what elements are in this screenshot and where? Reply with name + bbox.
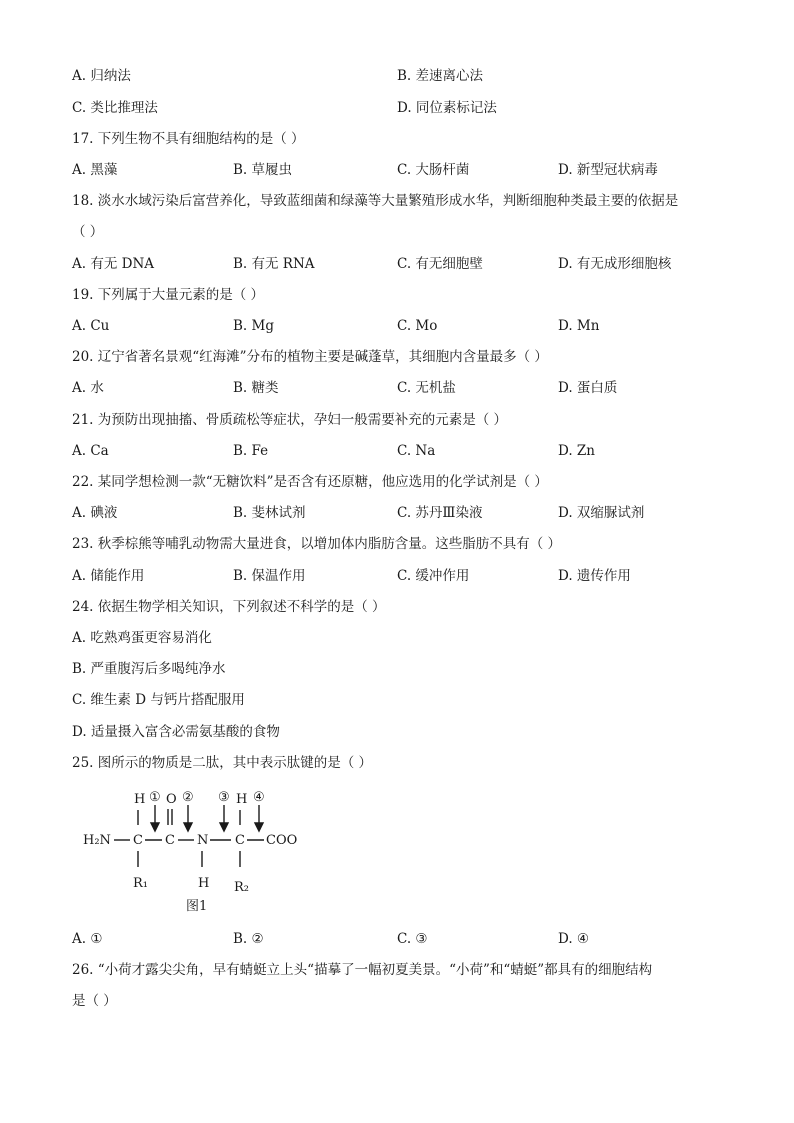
q20-option-c: C. 无机盐	[397, 380, 456, 396]
marker-2: ②	[182, 790, 194, 805]
arrow-1-head	[151, 823, 159, 831]
q17-option-c: C. 大肠杆菌	[397, 162, 470, 178]
q22-stem: 22. 某同学想检测一款“无糖饮料”是否含有还原糖，他应选用的化学试剂是（ ）	[72, 474, 548, 490]
q23-option-a: A. 储能作用	[72, 568, 145, 584]
q23-stem: 23. 秋季棕熊等哺乳动物需大量进食，以增加体内脂肪含量。这些脂肪不具有（ ）	[72, 536, 562, 552]
q18-option-c: C. 有无细胞壁	[397, 256, 483, 272]
q16-option-d: D. 同位素标记法	[397, 100, 497, 116]
q20-stem: 20. 辽宁省著名景观“红海滩”分布的植物主要是碱蓬草，其细胞内含量最多（ ）	[72, 349, 548, 365]
marker-1: ①	[149, 790, 161, 805]
r1-group: R₁	[133, 876, 148, 891]
q19-option-a: A. Cu	[72, 318, 110, 334]
carboxyl-group: COO	[266, 833, 298, 848]
q21-option-c: C. Na	[397, 443, 436, 459]
q17-option-b: B. 草履虫	[233, 162, 293, 178]
q24-stem: 24. 依据生物学相关知识，下列叙述不科学的是（ ）	[72, 599, 386, 615]
q23-option-c: C. 缓冲作用	[397, 568, 470, 584]
q18-option-d: D. 有无成形细胞核	[558, 256, 672, 272]
q21-stem: 21. 为预防出现抽搐、骨质疏松等症状，孕妇一般需要补充的元素是（ ）	[72, 412, 508, 428]
alpha-carbon-left: C	[133, 833, 143, 848]
q19-option-d: D. Mn	[558, 318, 600, 334]
q24-option-c: C. 维生素 D 与钙片搭配服用	[72, 692, 245, 708]
q25-option-b: B. ②	[233, 931, 264, 947]
hydrogen-top-right: H	[236, 792, 248, 807]
carbonyl-carbon: C	[165, 833, 175, 848]
hydrogen-top-left: H	[134, 792, 146, 807]
q18-stem: 18. 淡水水域污染后富营养化，导致蓝细菌和绿藻等大量繁殖形成水华，判断细胞种类最主要的依据是	[72, 193, 679, 209]
q17-stem: 17. 下列生物不具有细胞结构的是（ ）	[72, 131, 305, 147]
q23-option-b: B. 保温作用	[233, 568, 306, 584]
q19-option-c: C. Mo	[397, 318, 438, 334]
q20-option-d: D. 蛋白质	[558, 380, 618, 396]
q25-option-d: D. ④	[558, 931, 590, 947]
q24-option-a: A. 吃熟鸡蛋更容易消化	[72, 630, 212, 646]
q26-stem: 26. “小荷才露尖尖角，早有蜻蜓立上头“描摹了一幅初夏美景。“小荷”和“蜻蜓”都具有的细胞结构	[72, 962, 653, 978]
q18-option-b: B. 有无 RNA	[233, 256, 315, 272]
q22-option-a: A. 碘液	[72, 505, 118, 521]
q24-option-d: D. 适量摄入富含必需氨基酸的食物	[72, 724, 280, 740]
amide-nitrogen: N	[197, 833, 209, 848]
q26-stem-continued: 是（ ）	[72, 993, 117, 1009]
q21-option-b: B. Fe	[233, 443, 269, 459]
h2n-group: H₂N	[83, 833, 111, 848]
hydrogen-bottom: H	[198, 876, 210, 891]
q22-option-c: C. 苏丹Ⅲ染液	[397, 505, 483, 521]
dipeptide-structure-figure	[80, 785, 320, 915]
q19-option-b: B. Mg	[233, 318, 274, 334]
q16-option-b: B. 差速离心法	[397, 68, 484, 84]
arrow-4-head	[255, 823, 263, 831]
q17-option-a: A. 黑藻	[72, 162, 118, 178]
q20-option-a: A. 水	[72, 380, 104, 396]
q16-option-a: A. 归纳法	[72, 68, 131, 84]
q17-option-d: D. 新型冠状病毒	[558, 162, 658, 178]
q25-stem: 25. 图所示的物质是二肽，其中表示肽键的是（ ）	[72, 755, 373, 771]
q25-option-c: C. ③	[397, 931, 428, 947]
figure-caption: 图1	[186, 899, 208, 914]
q20-option-b: B. 糖类	[233, 380, 279, 396]
q18-stem-continued: （ ）	[72, 224, 104, 240]
r2-group: R₂	[234, 880, 249, 895]
marker-3: ③	[218, 790, 230, 805]
alpha-carbon-right: C	[235, 833, 245, 848]
q22-option-d: D. 双缩脲试剂	[558, 505, 645, 521]
marker-4: ④	[253, 790, 265, 805]
arrow-3-head	[220, 823, 228, 831]
q21-option-a: A. Ca	[72, 443, 109, 459]
q16-option-c: C. 类比推理法	[72, 100, 158, 116]
arrow-2-head	[184, 823, 192, 831]
oxygen-top: O	[166, 792, 177, 807]
q25-option-a: A. ①	[72, 931, 103, 947]
q22-option-b: B. 斐林试剂	[233, 505, 306, 521]
q23-option-d: D. 遗传作用	[558, 568, 631, 584]
q18-option-a: A. 有无 DNA	[72, 256, 155, 272]
q19-stem: 19. 下列属于大量元素的是（ ）	[72, 287, 265, 303]
q24-option-b: B. 严重腹泻后多喝纯净水	[72, 661, 226, 677]
q21-option-d: D. Zn	[558, 443, 595, 459]
